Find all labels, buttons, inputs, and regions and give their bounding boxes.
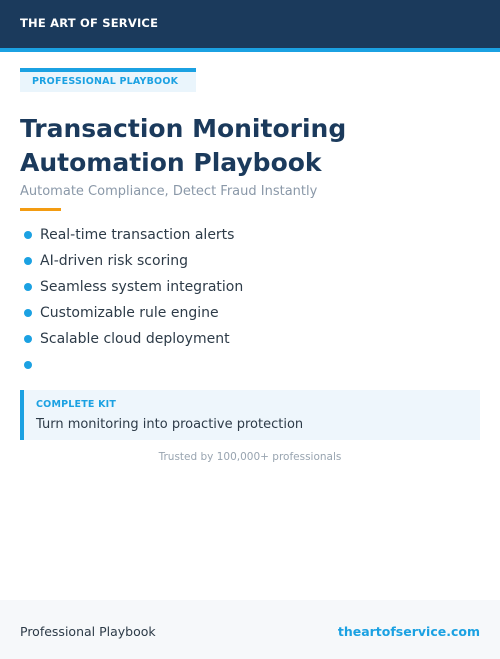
bullet-dot-icon <box>24 335 32 343</box>
footer <box>0 600 500 659</box>
feature-text: Customizable rule engine <box>40 305 219 321</box>
feature-item <box>20 248 243 274</box>
feature-text: Seamless system integration <box>40 279 244 295</box>
bullet-dot-icon <box>24 283 32 291</box>
feature-item <box>20 326 243 352</box>
feature-item <box>20 222 243 248</box>
feature-item <box>20 352 243 378</box>
callout-text: Turn monitoring into proactive protection <box>36 417 304 432</box>
category-tag: PROFESSIONAL PLAYBOOK <box>20 68 196 92</box>
footer-label: Professional Playbook <box>20 624 156 639</box>
feature-text: Scalable cloud deployment <box>40 331 230 347</box>
bullet-dot-icon <box>24 257 32 265</box>
feature-text: Real-time transaction alerts <box>40 227 235 243</box>
page-title <box>20 112 346 180</box>
subtitle: Automate Compliance, Detect Fraud Instantly <box>20 184 318 199</box>
bullet-dot-icon <box>24 309 32 317</box>
footer-website-link[interactable]: theartofservice.com <box>337 624 480 639</box>
title-line-1: Transaction Monitoring <box>20 114 347 143</box>
feature-item <box>20 300 243 326</box>
feature-text: AI-driven risk scoring <box>40 253 188 269</box>
bullet-dot-icon <box>24 231 32 239</box>
feature-list <box>20 222 243 378</box>
callout-label: COMPLETE KIT <box>36 399 117 410</box>
trust-line: Trusted by 100,000+ professionals <box>158 451 342 463</box>
bullet-dot-icon <box>24 361 32 369</box>
complete-kit-callout <box>20 390 480 440</box>
feature-item <box>20 274 243 300</box>
accent-divider <box>20 208 61 211</box>
top-header-bar <box>0 0 500 52</box>
title-line-2: Automation Playbook <box>20 148 322 177</box>
brand-name: THE ART OF SERVICE <box>20 16 159 30</box>
